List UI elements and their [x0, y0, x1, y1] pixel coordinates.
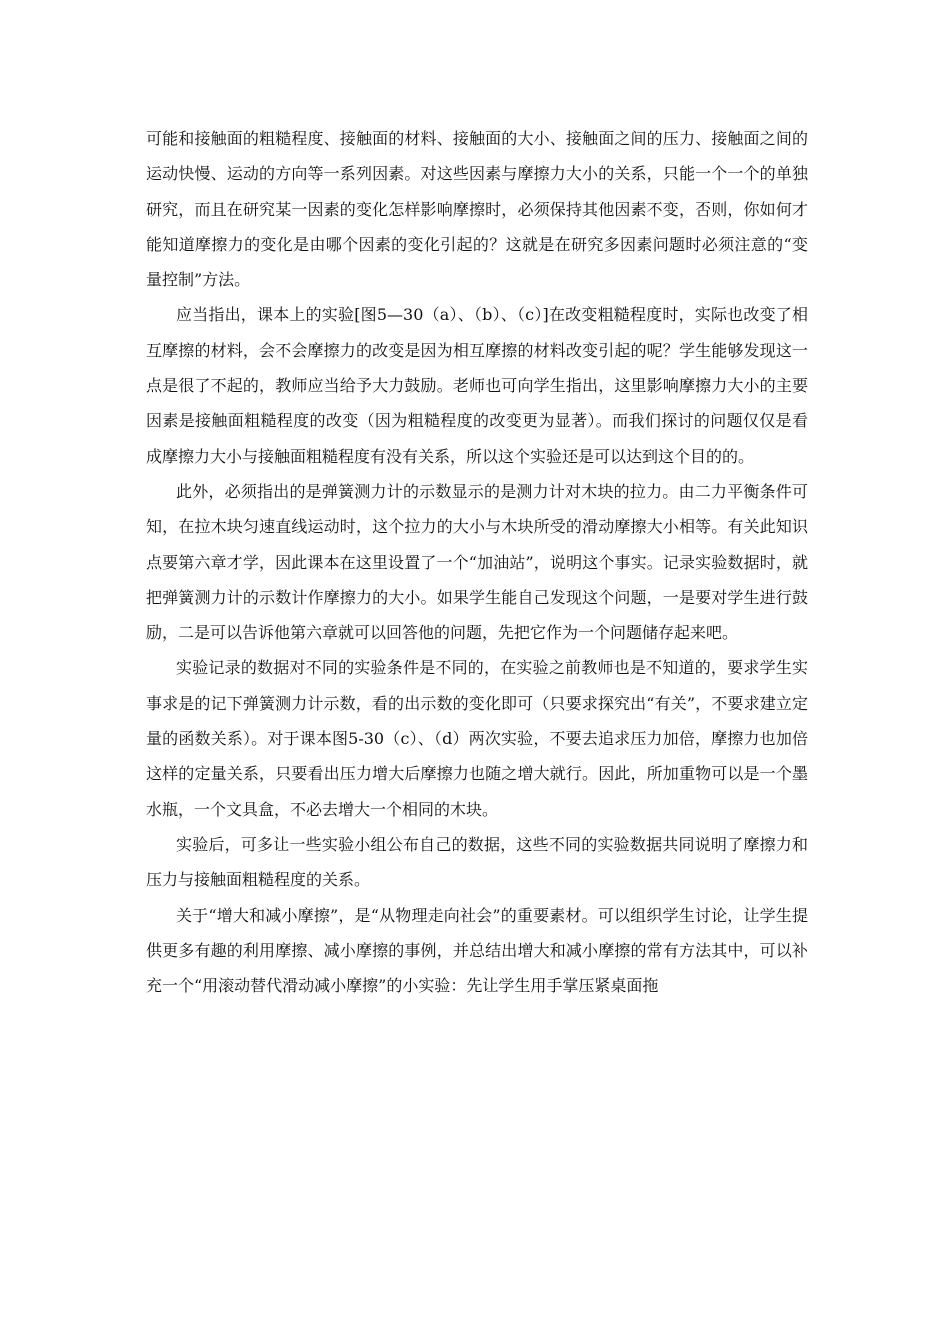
- paragraph-data-recording: 实验记录的数据对不同的实验条件是不同的，在实验之前教师也是不知道的，要求学生实事求是的记下弹簧测力计示数，看的出示数的变化即可（只要求探究出“有关”，不要求建立定量的函数关系）。对于课本图5-30（c）、（d）两次实验，不要去追求压力加倍，摩擦力也加倍这样的定量关系，只要看出压力增大后摩擦力也随之增大就行。因此，所加重物可以是一个墨水瓶，一个文具盒，不必去增大一个相同的木块。: [146, 658, 808, 819]
- paragraph-variable-control: 可能和接触面的粗糙程度、接触面的材料、接触面的大小、接触面之间的压力、接触面之间的运动快慢、运动的方向等一系列因素。对这些因素与摩擦力大小的关系，只能一个一个的单独研究，而且在研究某一因素的变化怎样影响摩擦时，必须保持其他因素不变，否则，你如何才能知道摩擦力的变化是由哪个因素的变化引起的？这就是在研究多因素问题时必须注意的“变量控制”方法。: [146, 129, 808, 290]
- paragraph-spring-scale: 此外，必须指出的是弹簧测力计的示数显示的是测力计对木块的拉力。由二力平衡条件可知，在拉木块匀速直线运动时，这个拉力的大小与木块所受的滑动摩擦大小相等。有关此知识点要第六章才学，因此课本在这里设置了一个“加油站”，说明这个事实。记录实验数据时，就把弹簧测力计的示数计作摩擦力的大小。如果学生能自己发现这个问题，一是要对学生进行鼓励，二是可以告诉他第六章就可以回答他的问题，先把它作为一个问题储存起来吧。: [146, 481, 808, 643]
- paragraph-after-experiment: 实验后，可多让一些实验小组公布自己的数据，这些不同的实验数据共同说明了摩擦力和压力与接触面粗糙程度的关系。: [146, 834, 808, 890]
- paragraph-increase-decrease-friction: 关于“增大和减小摩擦”，是“从物理走向社会”的重要素材。可以组织学生讨论，让学生提供更多有趣的利用摩擦、减小摩擦的事例，并总结出增大和减小摩擦的常有方法其中，可以补充一个“用滚动替代滑动减小摩擦”的小实验：先让学生用手掌压紧桌面拖: [146, 905, 808, 996]
- document-body: [146, 121, 808, 1003]
- paragraph-experiment-note: 应当指出，课本上的实验[图5—30（a）、（b）、（c）]在改变粗糙程度时，实际也改变了相互摩擦的材料，会不会摩擦力的改变是因为相互摩擦的材料改变引起的呢？学生能够发现这一点是很了不起的，教师应当给予大力鼓励。老师也可向学生指出，这里影响摩擦力大小的主要因素是接触面粗糙程度的改变（因为粗糙程度的改变更为显著）。而我们探讨的问题仅仅是看成摩擦力大小与接触面粗糙程度有没有关系，所以这个实验还是可以达到这个目的的。: [146, 305, 808, 466]
